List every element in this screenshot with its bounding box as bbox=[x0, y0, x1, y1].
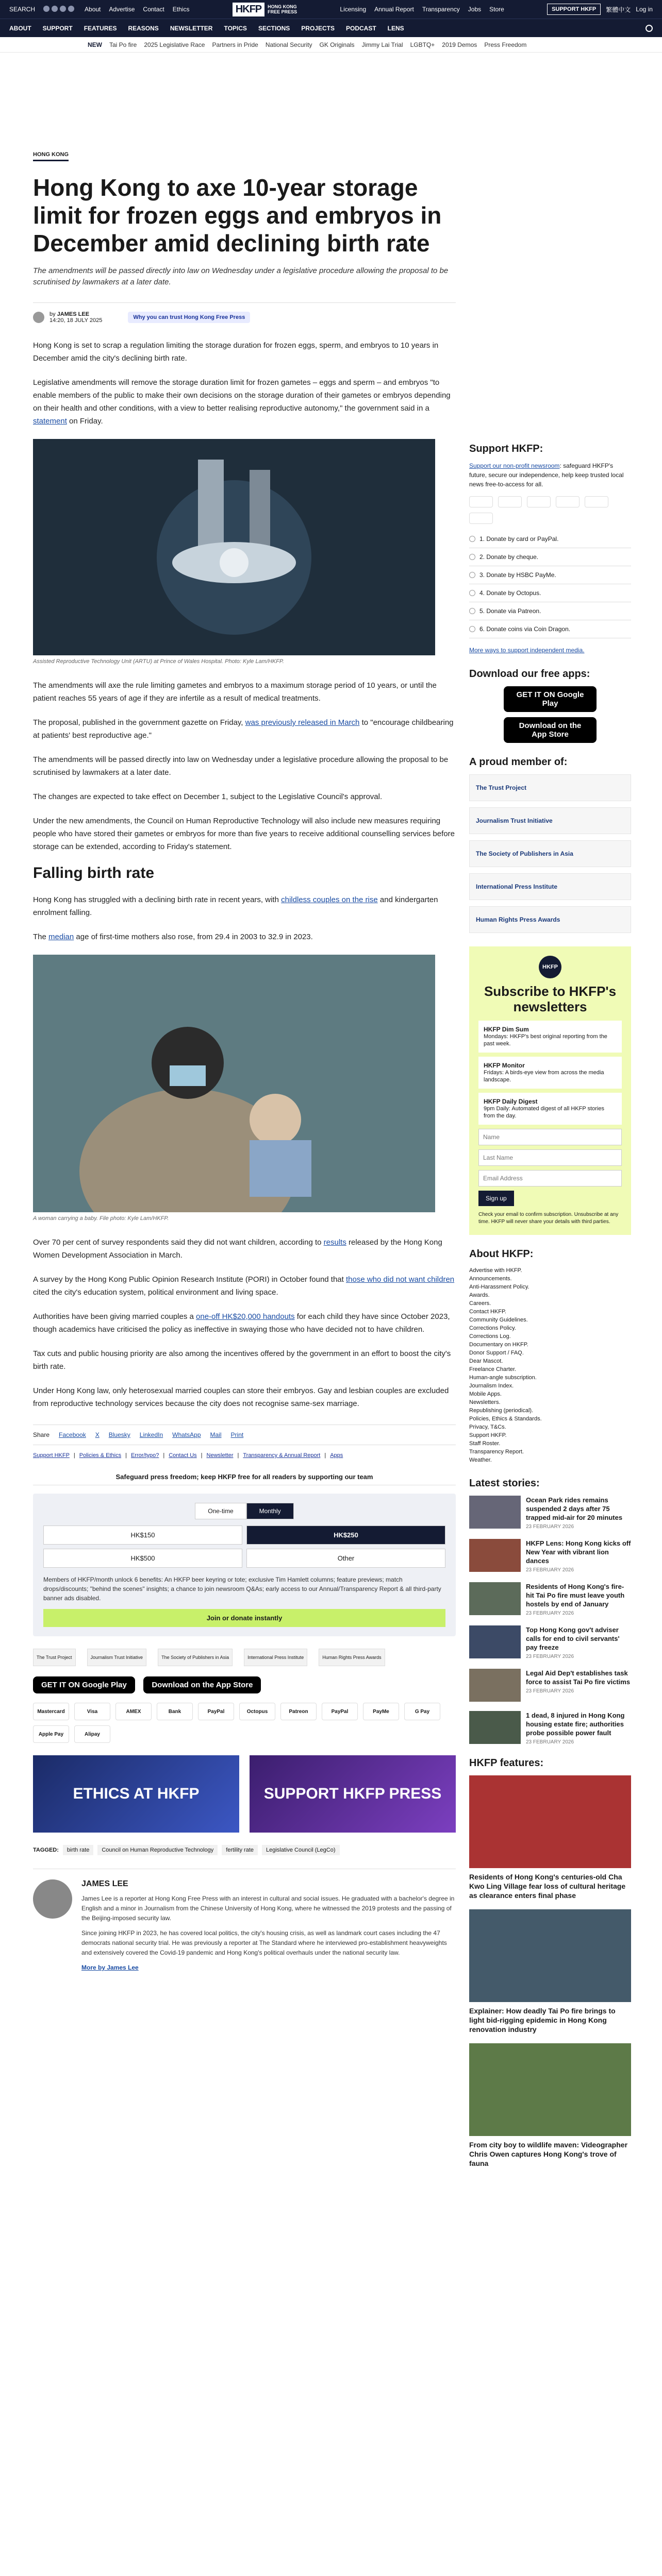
trending-item[interactable]: National Security bbox=[265, 41, 312, 48]
paragraph: Under Hong Kong law, only heterosexual married couples can store their embryos. Gay and lesbian couples are excluded from reproductive technology services because the city does not recognise same-sex marriage. bbox=[33, 1386, 449, 1408]
amount-option-selected[interactable]: HK$250 bbox=[246, 1526, 445, 1545]
byline: by JAMES LEE 14:20, 18 JULY 2025 Why you can trust Hong Kong Free Press bbox=[33, 302, 456, 324]
newsletter-note: Check your email to confirm subscription. Unsubscribe at any time. HKFP will never share your details with third parties. bbox=[478, 1212, 619, 1225]
nav-support[interactable]: SUPPORT bbox=[42, 24, 73, 32]
pay-mastercard-icon bbox=[469, 496, 493, 507]
badge-hrpa[interactable]: Human Rights Press Awards bbox=[319, 1649, 385, 1666]
results-link[interactable]: results bbox=[323, 1238, 346, 1247]
more-ways-link[interactable]: More ways to support independent media. bbox=[469, 647, 585, 654]
pay-mastercard[interactable]: Mastercard bbox=[33, 1703, 69, 1720]
footer-links: Support HKFP | Policies & Ethics | Error/typo? | Contact Us | Newsletter | Transparency & Annual Report | Apps bbox=[33, 1452, 343, 1459]
app-store-button[interactable]: Download on the App Store bbox=[143, 1676, 261, 1693]
share-mail[interactable]: Mail bbox=[210, 1431, 222, 1438]
instagram-icon[interactable] bbox=[60, 6, 66, 12]
trending-item[interactable]: LGBTQ+ bbox=[410, 41, 435, 48]
author-bio: Since joining HKFP in 2023, he has covered local politics, the city's housing crisis, as well as landmark court cases including the 47 democrats national security trial. He was previously a reporter at The Standard where he interviewed pro-establishment heavyweights and extensively covered the Covid-19 pandemic and Hong Kong's political overhauls under the national security law. bbox=[81, 1929, 447, 1956]
paragraph: Hong Kong has struggled with a declining birth rate in recent years, with childless couples on the rise and kindergarten enrolment falling. bbox=[33, 895, 438, 917]
top-bar bbox=[0, 0, 662, 19]
about-item[interactable]: Donor Support / FAQ. bbox=[469, 1350, 524, 1356]
tag[interactable]: Legislative Council (LegCo) bbox=[262, 1845, 340, 1855]
pay-amex[interactable]: AMEX bbox=[115, 1703, 152, 1720]
tab-monthly[interactable]: Monthly bbox=[246, 1503, 294, 1519]
badge-sopa[interactable]: The Society of Publishers in Asia bbox=[158, 1649, 233, 1666]
search-link[interactable]: SEARCH bbox=[9, 6, 36, 13]
email-field[interactable]: Email Address bbox=[478, 1170, 622, 1187]
feature-item[interactable]: Explainer: How deadly Tai Po fire brings to light bid-rigging epidemic in Hong Kong renovation industry bbox=[469, 1909, 631, 2034]
share-print[interactable]: Print bbox=[230, 1431, 244, 1438]
toplink-annual-report[interactable]: Annual Report bbox=[374, 6, 414, 13]
main-nav bbox=[0, 19, 662, 37]
share-bluesky[interactable]: Bluesky bbox=[108, 1431, 130, 1438]
pay-bank[interactable]: Bank bbox=[157, 1703, 193, 1720]
donate-option[interactable]: 1. Donate by card or PayPal. bbox=[469, 530, 631, 548]
story-thumbnail bbox=[469, 1496, 521, 1529]
about-item[interactable]: Support HKFP. bbox=[469, 1432, 507, 1438]
donate-option[interactable]: 4. Donate by Octopus. bbox=[469, 584, 631, 602]
headline: Hong Kong to axe 10-year storage limit for frozen eggs and embryos in December amid declining birth rate bbox=[33, 174, 442, 257]
author-link[interactable]: JAMES LEE bbox=[57, 311, 90, 317]
member-list bbox=[469, 774, 631, 933]
newsletter-option[interactable]: HKFP Daily Digest 9pm Daily: Automated digest of all HKFP stories from the day. bbox=[478, 1093, 622, 1125]
link-error[interactable]: Error/typo? bbox=[130, 1452, 159, 1459]
author-box bbox=[33, 1869, 456, 1972]
amount-option[interactable]: Other bbox=[246, 1549, 445, 1568]
language-link[interactable]: 繁體中文 bbox=[606, 6, 631, 13]
nav-features[interactable]: FEATURES bbox=[84, 24, 117, 32]
join-button[interactable]: Join or donate instantly bbox=[43, 1609, 445, 1627]
nav-projects[interactable]: PROJECTS bbox=[301, 24, 335, 32]
member-trust-project[interactable]: The Trust Project bbox=[469, 774, 631, 801]
article bbox=[33, 149, 456, 1972]
about-item[interactable]: Advertise with HKFP. bbox=[469, 1267, 522, 1274]
toplink-contact[interactable]: Contact bbox=[143, 6, 164, 13]
donate-option[interactable]: 2. Donate by cheque. bbox=[469, 548, 631, 566]
search-icon[interactable] bbox=[646, 25, 653, 32]
about-item[interactable]: Newsletters. bbox=[469, 1399, 501, 1405]
newsletter-signup bbox=[469, 946, 631, 1235]
name-field[interactable]: Name bbox=[478, 1129, 622, 1145]
about-item[interactable]: Anti-Harassment Policy. bbox=[469, 1284, 529, 1290]
photo-caption: Assisted Reproductive Technology Unit (ARTU) at Prince of Wales Hospital. Photo: Kyle Lam/HKFP. bbox=[33, 658, 284, 665]
tag[interactable]: Council on Human Reproductive Technology bbox=[97, 1845, 218, 1855]
story-thumbnail bbox=[469, 1711, 521, 1744]
paragraph: The proposal, published in the government gazette on Friday, was previously released in March to "encourage childbearing at patients' best reproductive age." bbox=[33, 718, 454, 740]
support-newsroom-link[interactable]: Support our non-profit newsroom bbox=[469, 462, 560, 469]
story-thumbnail bbox=[469, 1625, 521, 1658]
about-item[interactable]: Freelance Charter. bbox=[469, 1366, 517, 1372]
toplink-store[interactable]: Store bbox=[489, 6, 504, 13]
nav-about[interactable]: ABOUT bbox=[9, 24, 31, 32]
x-icon[interactable] bbox=[52, 6, 58, 12]
toplink-transparency[interactable]: Transparency bbox=[422, 6, 460, 13]
paragraph: Authorities have been giving married couples a one-off HK$20,000 handouts for each child they have since October 2023, though academics have criticised the policy as ineffective in swaying those who have decided not to have children. bbox=[33, 1312, 450, 1334]
amount-option[interactable]: HK$150 bbox=[43, 1526, 242, 1545]
nav-lens[interactable]: LENS bbox=[387, 24, 404, 32]
standfirst: The amendments will be passed directly into law on Wednesday under a legislative procedure allowing the proposal to be scrutinised by lawmakers at a later date. bbox=[33, 266, 449, 286]
about-list bbox=[469, 1266, 631, 1464]
feature-item[interactable]: From city boy to wildlife maven: Videographer Chris Owen captures Hong Kong's trove of fauna bbox=[469, 2043, 631, 2168]
median-link[interactable]: median bbox=[48, 933, 74, 941]
pay-paypal-2[interactable]: PayPal bbox=[322, 1703, 358, 1720]
story-item[interactable]: 1 dead, 8 injured in Hong Kong housing estate fire; authorities probe possible power fault 23 FEBRUARY 2026 bbox=[469, 1711, 631, 1745]
about-item[interactable]: Journalism Index. bbox=[469, 1383, 514, 1389]
story-thumbnail bbox=[469, 1669, 521, 1702]
about-item[interactable]: Corrections Policy. bbox=[469, 1325, 516, 1331]
trending-bar bbox=[0, 37, 662, 53]
badge-ipi[interactable]: International Press Institute bbox=[244, 1649, 307, 1666]
member-ipi[interactable]: International Press Institute bbox=[469, 873, 631, 900]
toplink-about[interactable]: About bbox=[85, 6, 101, 13]
march-link[interactable]: was previously released in March bbox=[245, 718, 360, 727]
share-whatsapp[interactable]: WhatsApp bbox=[172, 1431, 201, 1438]
link-transparency[interactable]: Transparency & Annual Report bbox=[243, 1452, 321, 1459]
promo-banners bbox=[33, 1755, 456, 1833]
story-item[interactable]: Top Hong Kong gov't adviser calls for end to civil servants' pay freeze 23 FEBRUARY 2026 bbox=[469, 1625, 631, 1659]
paragraph: Over 70 per cent of survey respondents said they did not want children, according to results released by the Hong Kong Women Development Association in March. bbox=[33, 1238, 442, 1260]
publish-date: 14:20, 18 JULY 2025 bbox=[49, 317, 103, 324]
signup-button[interactable]: Sign up bbox=[478, 1191, 514, 1206]
support-promo[interactable]: SUPPORT HKFP PRESS bbox=[250, 1755, 456, 1833]
story-item[interactable]: HKFP Lens: Hong Kong kicks off New Year with vibrant lion dances 23 FEBRUARY 2026 bbox=[469, 1539, 631, 1573]
hkfp-logo[interactable]: HKFP HONG KONG FREE PRESS bbox=[233, 0, 297, 19]
latest-heading: Latest stories: bbox=[469, 1478, 540, 1489]
paragraph: The amendments will axe the rule limiting gametes and embryos to a maximum storage period of 10 years, or until the patient reaches 55 years of age if they are infertile as a result of medical treatments. bbox=[33, 681, 437, 703]
member-sopa[interactable]: The Society of Publishers in Asia bbox=[469, 840, 631, 867]
link-policies[interactable]: Policies & Ethics bbox=[79, 1452, 122, 1459]
story-thumbnail bbox=[469, 1582, 521, 1615]
tag[interactable]: birth rate bbox=[63, 1845, 93, 1855]
google-play-button[interactable]: GET IT ON Google Play bbox=[33, 1676, 135, 1693]
nav-reasons[interactable]: REASONS bbox=[128, 24, 159, 32]
trust-badge[interactable]: Why you can trust Hong Kong Free Press bbox=[128, 312, 250, 323]
statement-link[interactable]: statement bbox=[33, 417, 67, 426]
toplink-jobs[interactable]: Jobs bbox=[468, 6, 482, 13]
lab-microscope-image bbox=[33, 439, 435, 655]
support-heading: Support HKFP: bbox=[469, 443, 543, 454]
feature-image bbox=[469, 2043, 631, 2136]
story-item[interactable]: Ocean Park rides remains suspended 2 days after 75 trapped mid-air for 20 minutes 23 FEBRUARY 2026 bbox=[469, 1496, 631, 1530]
trending-item[interactable]: Jimmy Lai Trial bbox=[361, 41, 403, 48]
lab-photo bbox=[33, 439, 435, 655]
tab-one-time[interactable]: One-time bbox=[195, 1503, 246, 1519]
more-by-author-link[interactable]: More by James Lee bbox=[81, 1964, 139, 1971]
ethics-promo[interactable]: ETHICS AT HKFP bbox=[33, 1755, 239, 1833]
link-newsletter[interactable]: Newsletter bbox=[206, 1452, 234, 1459]
newsletter-option[interactable]: HKFP Dim Sum Mondays: HKFP's best original reporting from the past week. bbox=[478, 1021, 622, 1053]
about-item[interactable]: Mobile Apps. bbox=[469, 1391, 502, 1397]
pay-gpay[interactable]: G Pay bbox=[404, 1703, 440, 1720]
paragraph: Hong Kong is set to scrap a regulation limiting the storage duration for frozen eggs, sperm, and embryos to 10 years in December amid the city's declining birth rate. bbox=[33, 341, 439, 363]
story-thumbnail bbox=[469, 1539, 521, 1572]
pay-alipay[interactable]: Alipay bbox=[74, 1725, 110, 1743]
support-button[interactable]: SUPPORT HKFP bbox=[547, 4, 601, 15]
pay-paypal[interactable]: PayPal bbox=[198, 1703, 234, 1720]
safeguard-banner: Safeguard press freedom; keep HKFP free for all readers by supporting our team bbox=[33, 1469, 456, 1485]
paragraph: The amendments will be passed directly into law on Wednesday under a legislative procedure allowing the proposal to be scrutinised by lawmakers at a later date. bbox=[33, 755, 449, 777]
share-linkedin[interactable]: LinkedIn bbox=[139, 1431, 163, 1438]
toplink-ethics[interactable]: Ethics bbox=[172, 6, 190, 13]
about-item[interactable]: Weather. bbox=[469, 1457, 492, 1463]
feature-item[interactable]: Residents of Hong Kong's centuries-old Cha Kwo Ling Village fear loss of cultural heritage as clearance enters final phase bbox=[469, 1775, 631, 1900]
section-heading: Falling birth rate bbox=[33, 865, 155, 882]
pay-visa[interactable]: Visa bbox=[74, 1703, 110, 1720]
story-item[interactable]: Legal Aid Dep't establishes task force to assist Tai Po fire victims 23 FEBRUARY 2026 bbox=[469, 1669, 631, 1702]
trending-item[interactable]: Tai Po fire bbox=[109, 41, 137, 48]
trending-item[interactable]: 2025 Legislative Race bbox=[144, 41, 205, 48]
donate-widget bbox=[33, 1494, 456, 1636]
hkfp-badge-icon: HKFP bbox=[539, 956, 561, 978]
share-bar bbox=[33, 1425, 456, 1445]
amount-option[interactable]: HK$500 bbox=[43, 1549, 242, 1568]
badge-jti[interactable]: Journalism Trust Initiative bbox=[87, 1649, 147, 1666]
about-item[interactable]: Human-angle subscription. bbox=[469, 1375, 537, 1381]
nav-topics[interactable]: TOPICS bbox=[224, 24, 247, 32]
donate-option[interactable]: 3. Donate by HSBC PayMe. bbox=[469, 566, 631, 584]
tag[interactable]: fertility rate bbox=[222, 1845, 258, 1855]
author-name[interactable]: JAMES LEE bbox=[81, 1879, 128, 1888]
children-link[interactable]: those who did not want children bbox=[346, 1275, 455, 1284]
nav-newsletter[interactable]: NEWSLETTER bbox=[170, 24, 213, 32]
pay-visa-icon bbox=[498, 496, 522, 507]
toplink-advertise[interactable]: Advertise bbox=[109, 6, 135, 13]
trending-item[interactable]: Partners in Pride bbox=[212, 41, 258, 48]
paragraph: Tax cuts and public housing priority are also among the incentives offered by the government in an effort to boost the city's birth rate. bbox=[33, 1349, 451, 1371]
trending-new-label: NEW bbox=[88, 41, 102, 48]
childless-link[interactable]: childless couples on the rise bbox=[281, 895, 378, 904]
newsletter-heading: Subscribe to HKFP's newsletters bbox=[484, 984, 617, 1014]
mother-photo bbox=[33, 955, 435, 1212]
nav-sections[interactable]: SECTIONS bbox=[258, 24, 290, 32]
pay-amex-icon bbox=[527, 496, 551, 507]
handout-link[interactable]: one-off HK$20,000 handouts bbox=[196, 1312, 295, 1321]
feature-image bbox=[469, 1909, 631, 2002]
author-bio: James Lee is a reporter at Hong Kong Free Press with an interest in cultural and social issues. He graduated with a bachelor's degree in English and a minor in Journalism from the Chinese University of Hong Kong, where he witnessed the 2019 protests and the passing of the Beijing-imposed security law. bbox=[81, 1895, 455, 1922]
about-item[interactable]: Privacy, T&Cs. bbox=[469, 1424, 506, 1430]
about-item[interactable]: Corrections Log. bbox=[469, 1333, 511, 1340]
share-facebook[interactable]: Facebook bbox=[59, 1431, 86, 1438]
newsletter-option[interactable]: HKFP Monitor Fridays: A birds-eye view from across the media landscape. bbox=[478, 1057, 622, 1089]
tag-list bbox=[33, 1845, 456, 1855]
member-hrpa[interactable]: Human Rights Press Awards bbox=[469, 906, 631, 933]
tags-label: TAGGED: bbox=[33, 1847, 59, 1853]
donate-option[interactable]: 6. Donate coins via Coin Dragon. bbox=[469, 620, 631, 638]
about-heading: About HKFP: bbox=[469, 1248, 534, 1260]
last-name-field[interactable]: Last Name bbox=[478, 1149, 622, 1166]
payment-methods bbox=[33, 1703, 456, 1743]
donate-option[interactable]: 5. Donate via Patreon. bbox=[469, 602, 631, 620]
category-kicker[interactable]: HONG KONG bbox=[33, 151, 69, 161]
about-item[interactable]: Republishing (periodical). bbox=[469, 1408, 534, 1414]
link-contact[interactable]: Contact Us bbox=[169, 1452, 197, 1459]
about-item[interactable]: Transparency Report. bbox=[469, 1449, 524, 1455]
pay-payme[interactable]: PayMe bbox=[363, 1703, 399, 1720]
membership-note: Members of HKFP/month unlock 6 benefits: An HKFP beer keyring or tote; exclusive Tim Hamlett columns; feature previews; match drops/discounts; "behind the scenes" insights; a chance to join newsroom Q&As; early access to our Annual/Transparency Report & all third-party banner ads disabled. bbox=[43, 1576, 441, 1602]
about-item[interactable]: Awards. bbox=[469, 1292, 490, 1298]
about-item[interactable]: Community Guidelines. bbox=[469, 1317, 528, 1323]
pay-patreon[interactable]: Patreon bbox=[280, 1703, 317, 1720]
story-item[interactable]: Residents of Hong Kong's fire-hit Tai Po fire must leave youth hostels by end of January 23 FEBRUARY 2026 bbox=[469, 1582, 631, 1616]
sidebar: Support HKFP: Support our non-profit newsroom: safeguard HKFP's future, secure our independence, help keep trusted local news free-to-access for all. 1. Donate by card or PayPal. 2. Donate by cheque. 3. Donate by HSBC PayMe. 4. Donate by Octopus. 5. Donate via Patreon. 6. Donate coins via Coin Dragon. More ways to support independent media. Download our free apps: GET IT ON Google Play Download on the App Store A proud member of: The Trust Project Journalism Trust Initiative The Society of Publishers in Asia International Press Institute Human Rights Press Awards HKFP Subscribe to HKFP's newsletters HKFP Dim Sum Mondays: HKFP's best original reporting from the past week. HKFP Monitor Fridays: A birds-eye view from across the media landscape. HKFP Daily Digest 9pm Daily: Automated digest of all HKFP stories from the day. Name Last Name Email Address Sign up Check your email to confirm subscription. Unsubscribe at any time. HKFP will never share your details with third parties. About HKFP: Advertise with HKFP. Announcements. Anti-Harassment Policy. Awards. Careers. Contact HKFP. Community Guidelines. Corrections Policy. Corrections Log. Documentary on HKFP. Donor Support / FAQ. Dear Mascot. Freelance Charter. Human-angle subscription. Journalism Index. Mobile Apps. Newsletters. Republishing (periodical). Policies, Ethics & Standards. Privacy, T&Cs. Support HKFP. Staff Roster. Transparency Report. Weather. Latest stories: Ocean Park rides remains suspended 2 days after 75 trapped mid-air for 20 minutes 23 FEBRUARY 2026 HKFP Lens: Hong Kong kicks off New Year with vibrant lion dances 23 FEBRUARY 2026 Residents of Hong Kong's fire-hit Tai Po fire must leave youth hostels by end of January 23 FEBRUARY 2026 Top Hong Kong gov't adviser calls for end to civil servants' pay freeze 23 FEBRUARY 2026 Legal Aid Dep't establishes task force to assist Tai Po fire victims 23 FEBRUARY 2026 1 dead, 8 injured in Hong Kong housing estate fire; authorities probe possible power fault 23 FEBRUARY 2026 HKFP features: Residents of Hong Kong's centuries-old Cha Kwo Ling Village fear loss of cultural heritage as clearance enters final phase Explainer: How deadly Tai Po fire brings to light bid-rigging epidemic in Hong Kong renovation industry From city boy to wildlife maven: Videographer Chris Owen captures Hong Kong's trove of fauna bbox=[469, 443, 631, 2167]
proud-member-heading: A proud member of: bbox=[469, 756, 568, 768]
about-item[interactable]: Contact HKFP. bbox=[469, 1309, 506, 1315]
sidebar-app-store[interactable]: Download on the App Store bbox=[504, 717, 597, 743]
about-item[interactable]: Careers. bbox=[469, 1300, 491, 1307]
trending-item[interactable]: Press Freedom bbox=[484, 41, 527, 48]
about-item[interactable]: Dear Mascot. bbox=[469, 1358, 503, 1364]
feature-image bbox=[469, 1775, 631, 1868]
facebook-icon[interactable] bbox=[43, 6, 49, 12]
pay-paypal-icon bbox=[556, 496, 580, 507]
features-heading: HKFP features: bbox=[469, 1757, 544, 1769]
pay-applepay[interactable]: Apple Pay bbox=[33, 1725, 69, 1743]
about-item[interactable]: Staff Roster. bbox=[469, 1440, 501, 1447]
pay-applepay-icon bbox=[469, 513, 493, 524]
features-list bbox=[469, 1775, 631, 2168]
photo-caption: A woman carrying a baby. File photo: Kyle Lam/HKFP. bbox=[33, 1215, 169, 1222]
latest-stories bbox=[469, 1496, 631, 1745]
donate-options bbox=[469, 530, 631, 638]
author-avatar bbox=[33, 312, 44, 323]
sidebar-payment-icons bbox=[469, 496, 631, 524]
toplink-licensing[interactable]: Licensing bbox=[340, 6, 367, 13]
share-x[interactable]: X bbox=[95, 1431, 100, 1438]
paragraph: Under the new amendments, the Council on Human Reproductive Technology will also include new measures requiring people who have stored their gametes or embryos for more than five years to receive additional counselling services before storage can be extended, according to Friday's statement. bbox=[33, 817, 455, 851]
about-item[interactable]: Announcements. bbox=[469, 1276, 512, 1282]
trending-item[interactable]: 2019 Demos bbox=[442, 41, 477, 48]
share-label: Share bbox=[33, 1431, 50, 1438]
paragraph: The changes are expected to take effect on December 1, subject to the Legislative Council's approval. bbox=[33, 792, 383, 801]
trending-item[interactable]: GK Originals bbox=[319, 41, 355, 48]
pay-octopus[interactable]: Octopus bbox=[239, 1703, 275, 1720]
membership-badges bbox=[33, 1649, 456, 1666]
about-item[interactable]: Documentary on HKFP. bbox=[469, 1342, 528, 1348]
link-support[interactable]: Support HKFP bbox=[33, 1452, 70, 1459]
paragraph: The median age of first-time mothers also rose, from 29.4 in 2003 to 32.9 in 2023. bbox=[33, 933, 313, 941]
about-item[interactable]: Policies, Ethics & Standards. bbox=[469, 1416, 542, 1422]
mother-baby-image bbox=[33, 955, 435, 1212]
app-buttons bbox=[33, 1676, 456, 1693]
pay-gpay-icon bbox=[585, 496, 608, 507]
member-jti[interactable]: Journalism Trust Initiative bbox=[469, 807, 631, 834]
paragraph: A survey by the Hong Kong Public Opinion Research Institute (PORI) in October found that those who did not want children cited the city's education system, political environment and living space. bbox=[33, 1275, 455, 1297]
apps-heading: Download our free apps: bbox=[469, 668, 590, 680]
author-photo bbox=[33, 1879, 72, 1919]
sidebar-google-play[interactable]: GET IT ON Google Play bbox=[504, 686, 597, 712]
login-link[interactable]: Log in bbox=[636, 6, 653, 13]
link-apps[interactable]: Apps bbox=[330, 1452, 343, 1459]
badge-trust-project[interactable]: The Trust Project bbox=[33, 1649, 76, 1666]
nav-podcast[interactable]: PODCAST bbox=[345, 24, 376, 32]
paragraph: Legislative amendments will remove the storage duration limit for frozen gametes – eggs and sperm – and embryos "to enable members of the public to make their own decisions on the storage duration of their gametes or embryos depending on their health and other conditions, with a view to better realising reproductive autonomy," the government said in a statement on Friday. bbox=[33, 378, 451, 426]
youtube-icon[interactable] bbox=[68, 6, 74, 12]
